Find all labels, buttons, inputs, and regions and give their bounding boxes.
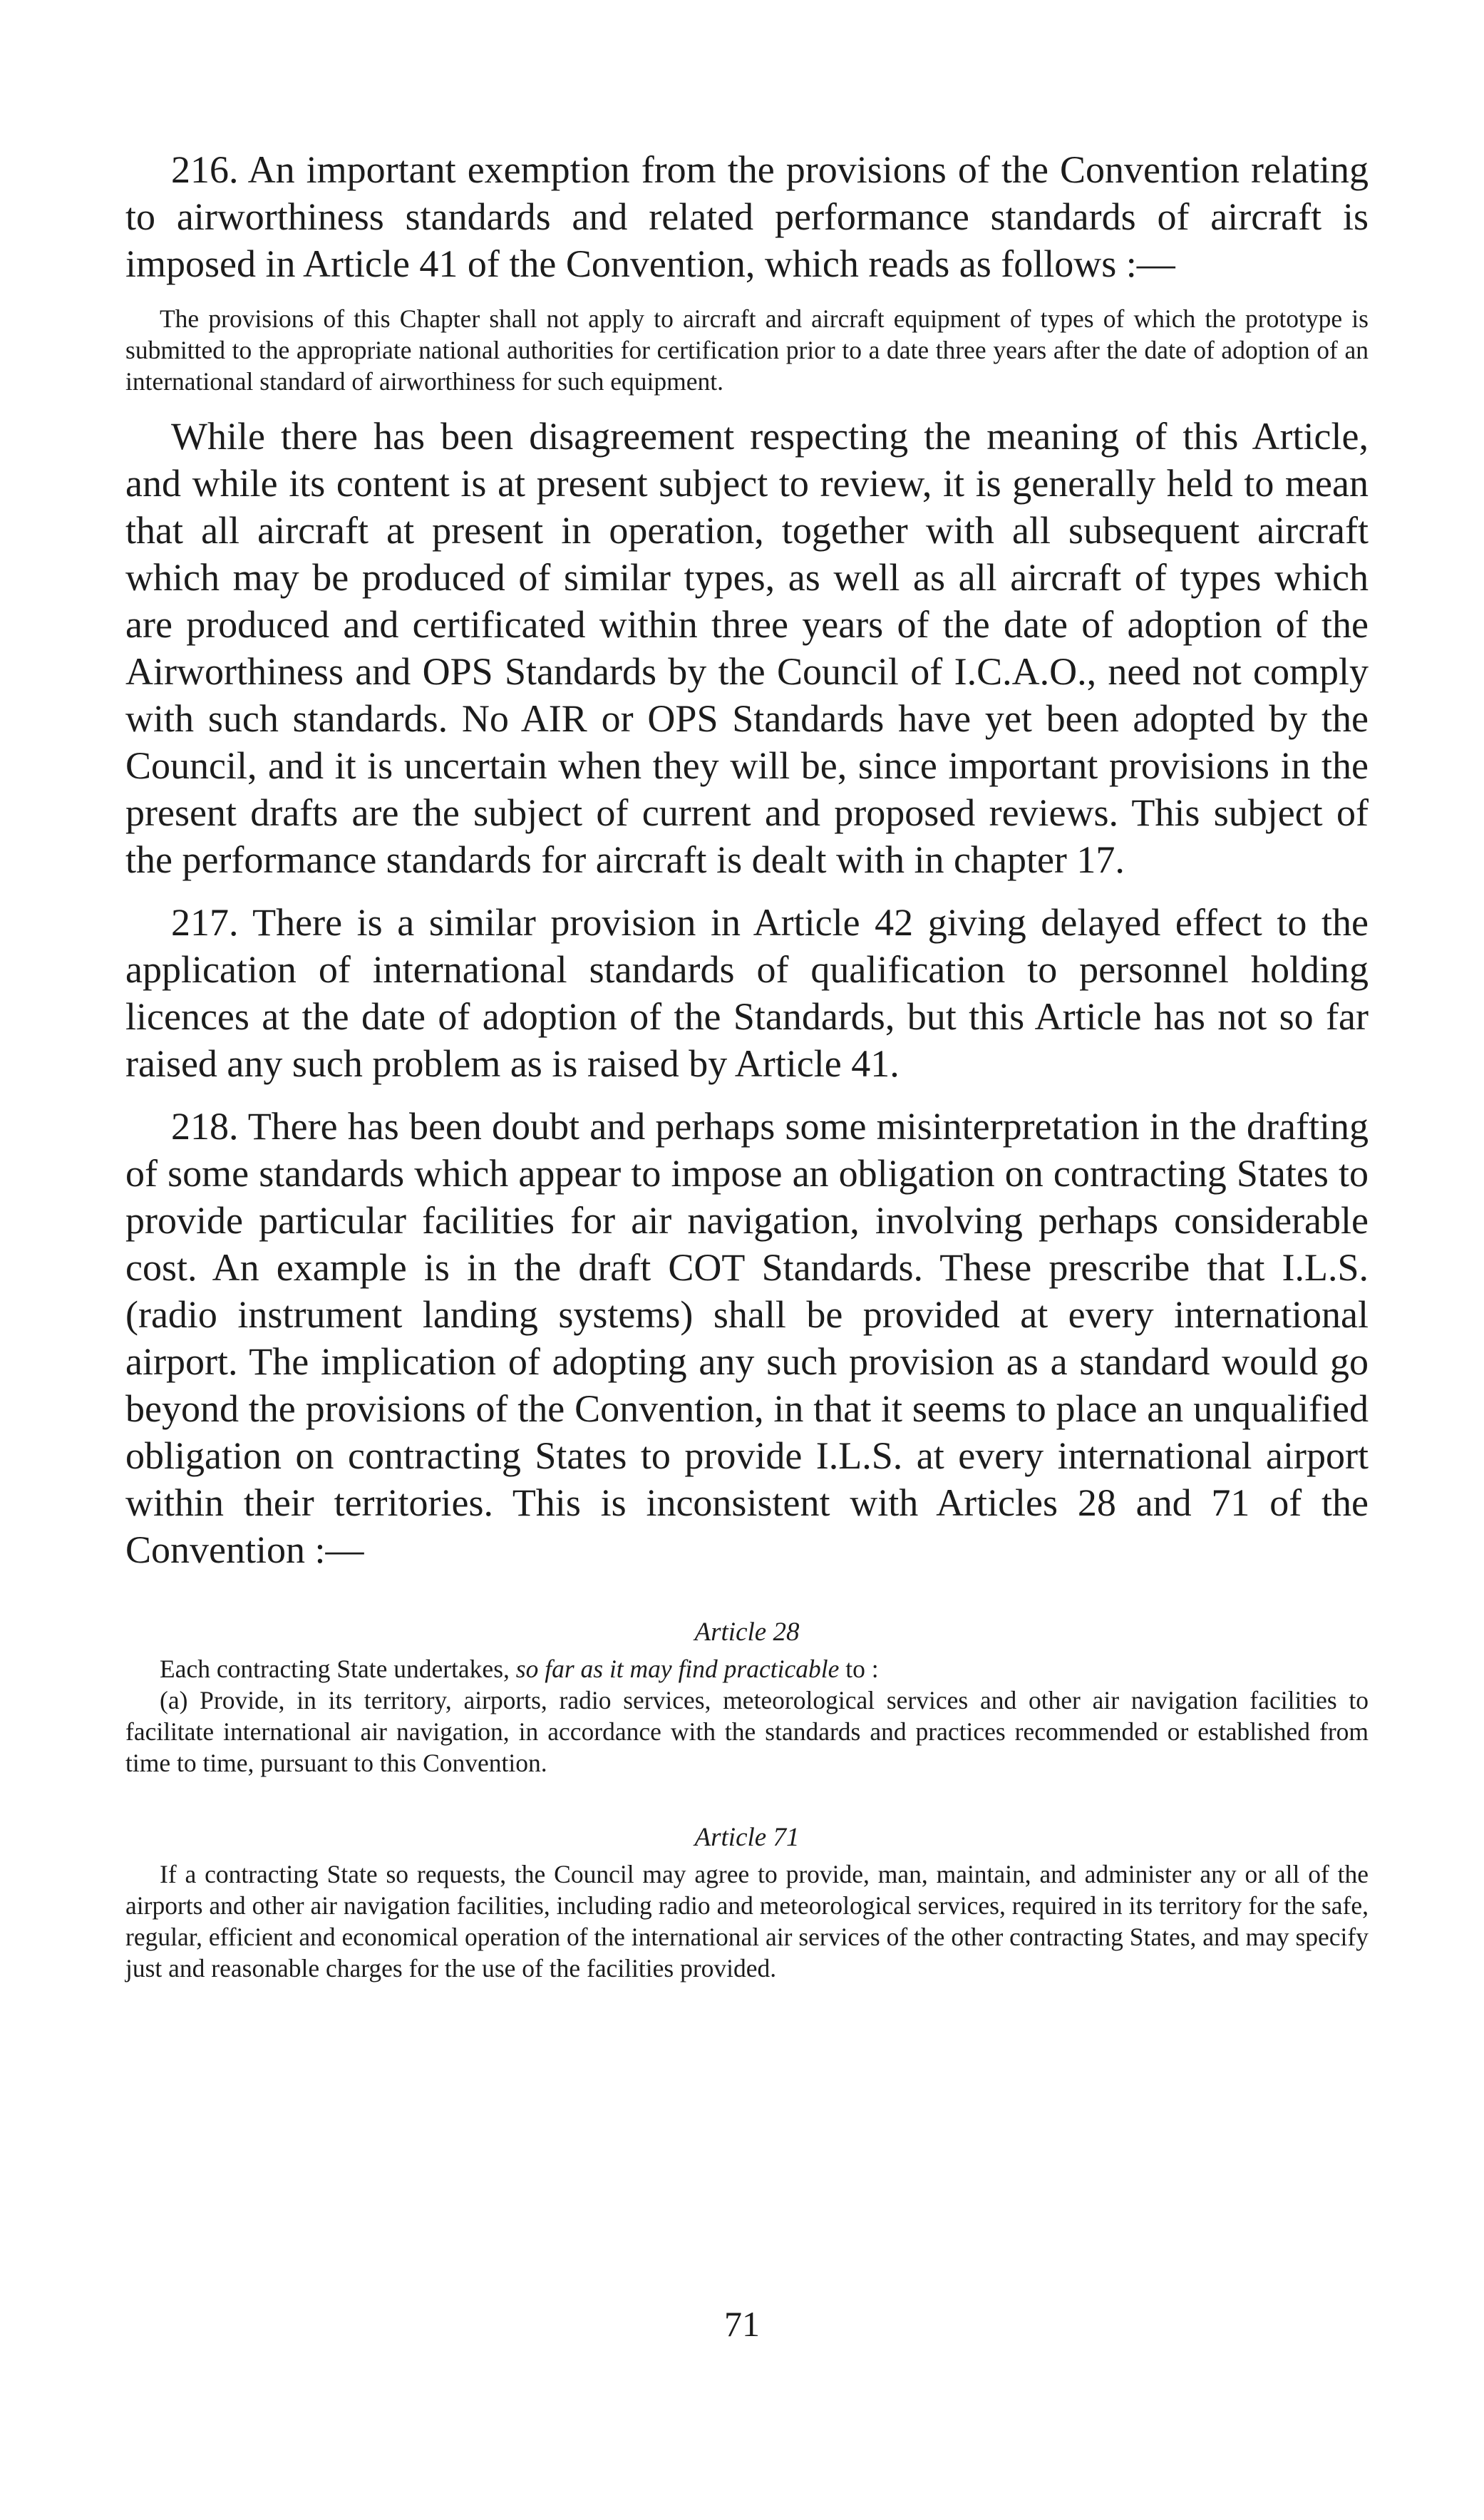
- paragraph-216-continued: While there has been disagreement respecting the meaning of this Article, and while its content is at present subject to review, it is generally held to mean that all aircraft at present in operation, together with all subsequent aircraft which may be produced of similar types, as well as all aircraft of types which are produced and certificated within three years of the date of adoption of the Airworthiness and OPS Standards by the Council of I.C.A.O., need not comply with such standards. No AIR or OPS Standards have yet been adopted by the Council, and it is uncertain when they will be, since important provisions in the present drafts are the subject of current and proposed reviews. This subject of the performance standards for aircraft is dealt with in chapter 17.: [125, 415, 1369, 881]
- article-71-block: [125, 1821, 1369, 1984]
- quote-article-41: The provisions of this Chapter shall not apply to aircraft and aircraft equipment of types of which the prototype is submitted to the appropriate national authorities for certification prior to a date three years after the date of adoption of an international standard of airworthiness for such equipment.: [125, 304, 1369, 396]
- article-28-block: [125, 1616, 1369, 1779]
- article-28-intro-start: Each contracting State undertakes,: [160, 1655, 510, 1683]
- page-body: [125, 146, 1369, 1984]
- article-71-text: If a contracting State so requests, the Council may agree to provide, man, maintain, and administer any or all of the airports and other air navigation facilities, including radio and meteorological services, required in its territory for the safe, regular, efficient and economical operation of the international air services of the other contracting States, and may specify just and reasonable charges for the use of the facilities provided.: [125, 1860, 1369, 1982]
- article-28-intro: [125, 1653, 1369, 1685]
- article-28-item-a: [125, 1685, 1369, 1779]
- paragraph-216: 216. An important exemption from the provisions of the Convention relating to airworthiness standards and related performance standards of aircraft is imposed in Article 41 of the Convention, which reads as follows :—: [125, 148, 1369, 285]
- article-71-heading: Article 71: [694, 1823, 800, 1852]
- page-number: 71: [724, 2304, 760, 2344]
- article-28-intro-end: to :: [845, 1655, 879, 1683]
- article-28-item-a-label: (a): [160, 1686, 188, 1714]
- article-28-item-a-text: Provide, in its territory, airports, radio services, meteorological services and other air navigation facilities to facilitate international air navigation, in accordance with the standards and practices recommended or established from time to time, pursuant to this Convention.: [125, 1686, 1369, 1777]
- article-28-intro-italic: so far as it may find practicable: [515, 1655, 840, 1683]
- article-28-heading: Article 28: [694, 1618, 800, 1647]
- paragraph-217: 217. There is a similar provision in Article 42 giving delayed effect to the application of international standards of qualification to personnel holding licences at the date of adoption of the Standards, but this Article has not so far raised any such problem as is raised by Article 41.: [125, 901, 1369, 1085]
- paragraph-218: 218. There has been doubt and perhaps some misinterpretation in the drafting of some standards which appear to impose an obligation on contracting States to provide particular facilities for air navigation, involving perhaps considerable cost. An example is in the draft COT Standards. These prescribe that I.L.S. (radio instrument landing systems) shall be provided at every international airport. The implication of adopting any such provision as a standard would go beyond the provisions of the Convention, in that it seems to place an unqualified obligation on contracting States to provide I.L.S. at every international airport within their territories. This is inconsistent with Articles 28 and 71 of the Convention :—: [125, 1105, 1369, 1571]
